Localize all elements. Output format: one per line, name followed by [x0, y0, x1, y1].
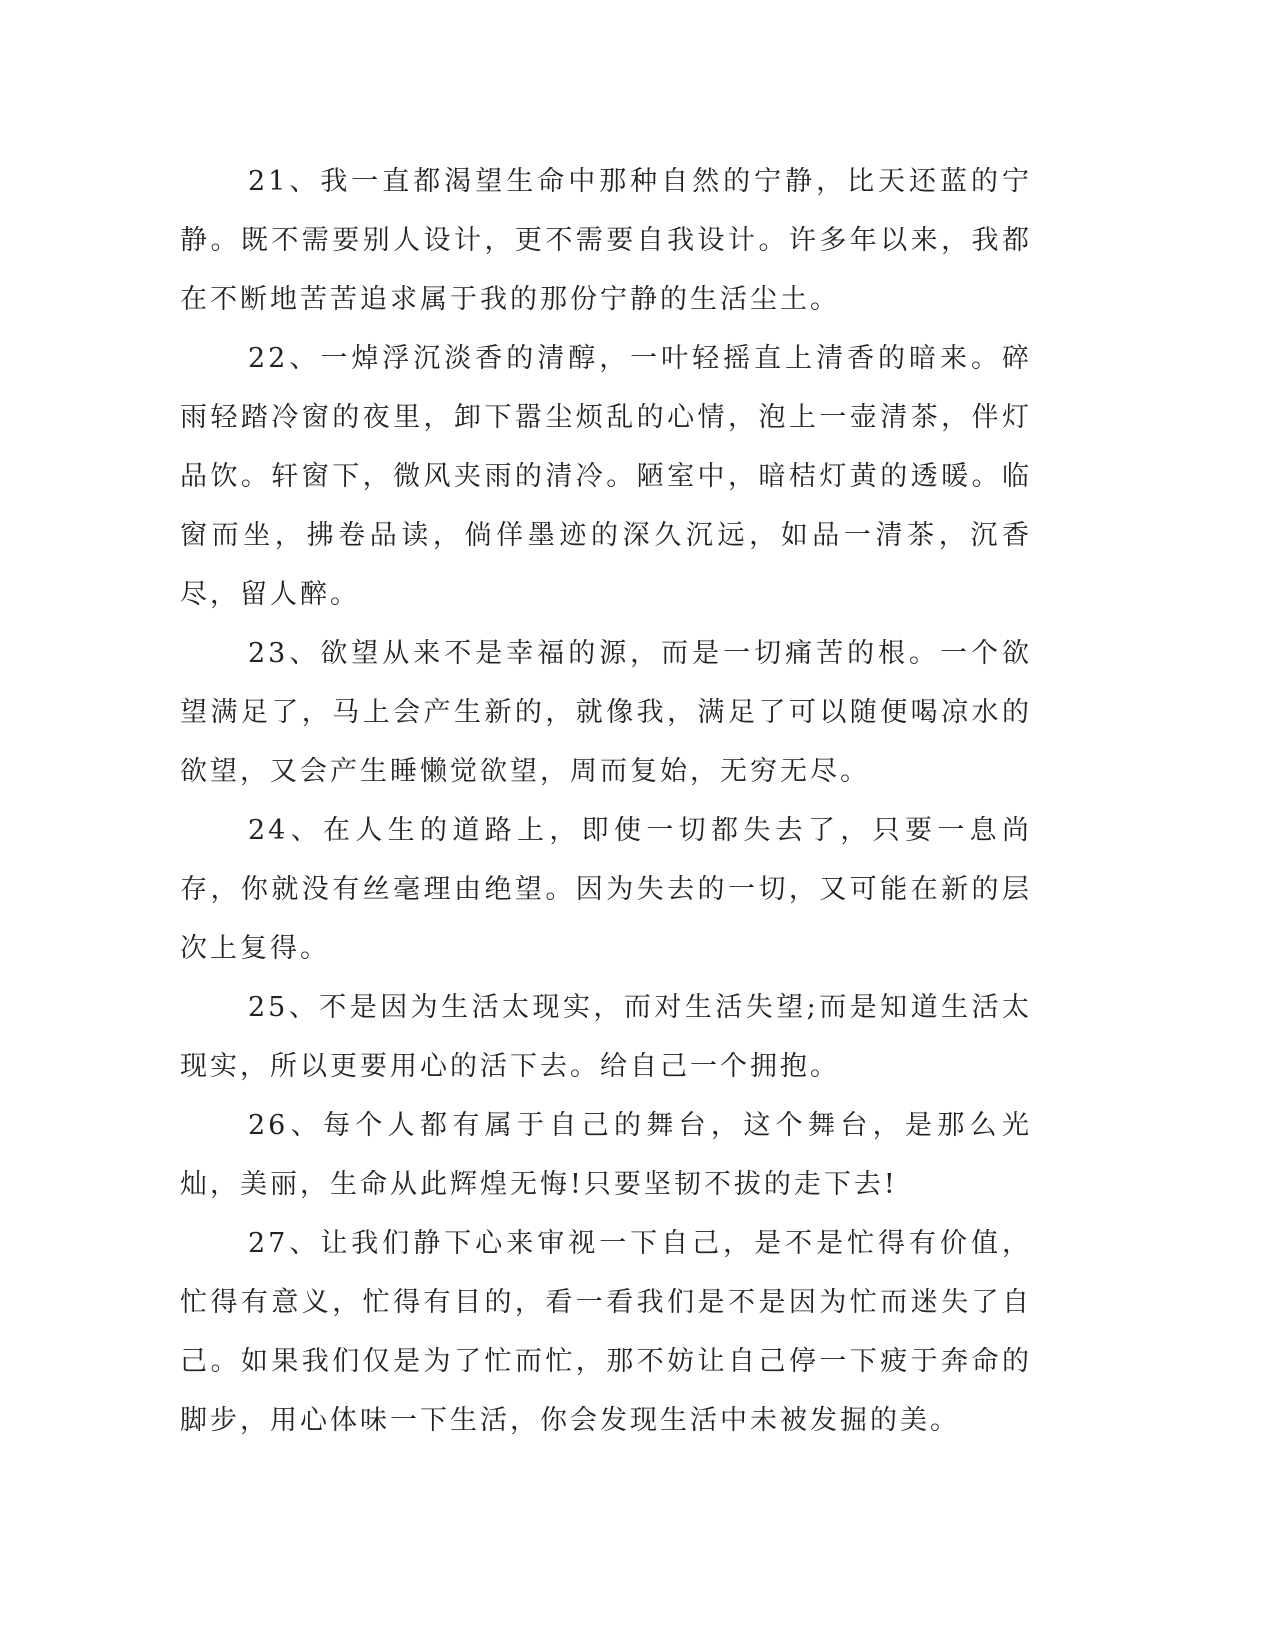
- paragraph-25: 25、不是因为生活太现实，而对生活失望;而是知道生活太现实，所以更要用心的活下去。给自己一个拥抱。: [180, 992, 1032, 1082]
- paragraph-24: 24、在人生的道路上，即使一切都失去了，只要一息尚存，你就没有丝毫理由绝望。因为失去的一切，又可能在新的层次上复得。: [180, 815, 1032, 964]
- paragraph-23: 23、欲望从来不是幸福的源，而是一切痛苦的根。一个欲望满足了，马上会产生新的，就像我，满足了可以随便喝凉水的欲望，又会产生睡懒觉欲望，周而复始，无穷无尽。: [180, 638, 1032, 787]
- paragraph-21: 21、我一直都渴望生命中那种自然的宁静，比天还蓝的宁静。既不需要别人设计，更不需要自我设计。许多年以来，我都在不断地苦苦追求属于我的那份宁静的生活尘土。: [180, 166, 1032, 315]
- document-body: [180, 152, 1032, 1450]
- paragraph-26: 26、每个人都有属于自己的舞台，这个舞台，是那么光灿，美丽，生命从此辉煌无悔!只要坚韧不拔的走下去!: [180, 1110, 1032, 1200]
- paragraph-27: 27、让我们静下心来审视一下自己，是不是忙得有价值，忙得有意义，忙得有目的，看一看我们是不是因为忙而迷失了自己。如果我们仅是为了忙而忙，那不妨让自己停一下疲于奔命的脚步，用心体味一下生活，你会发现生活中未被发掘的美。: [180, 1228, 1032, 1436]
- paragraph-22: 22、一焯浮沉淡香的清醇，一叶轻摇直上清香的暗来。碎雨轻踏冷窗的夜里，卸下嚣尘烦乱的心情，泡上一壶清茶，伴灯品饮。轩窗下，微风夹雨的清冷。陋室中，暗桔灯黄的透暖。临窗而坐，拂卷品读，倘佯墨迹的深久沉远，如品一清茶，沉香尽，留人醉。: [180, 343, 1032, 610]
